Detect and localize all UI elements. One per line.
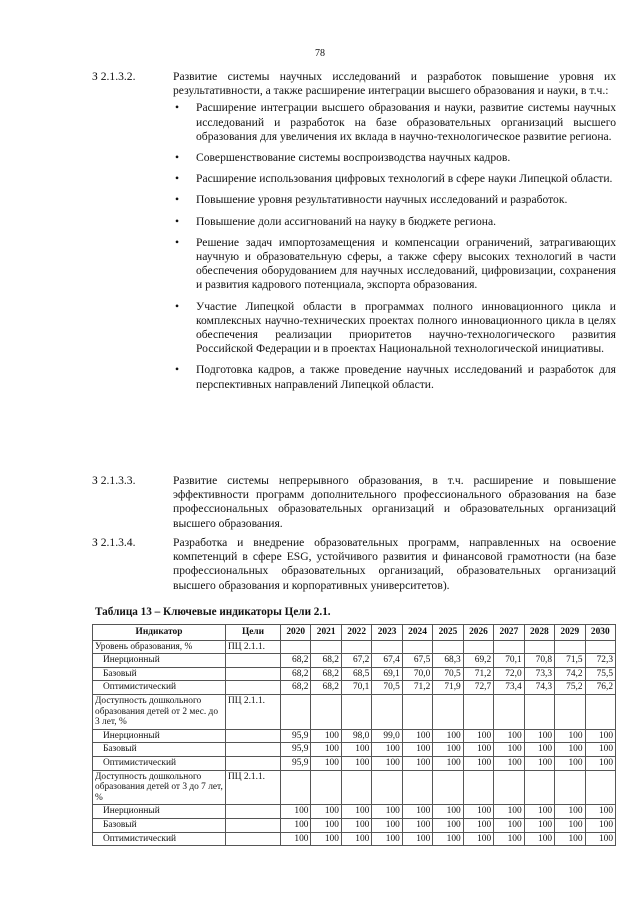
value-cell: 67,4 [372, 654, 402, 668]
empty-cell [585, 694, 615, 729]
value-cell: 100 [524, 832, 554, 846]
empty-cell [341, 770, 371, 805]
value-cell: 100 [585, 743, 615, 757]
value-cell: 100 [372, 743, 402, 757]
value-cell: 100 [463, 818, 493, 832]
bullet-item: • Совершенствование системы воспроизводства научных кадров. [175, 151, 511, 165]
value-cell: 100 [372, 756, 402, 770]
value-cell: 100 [311, 729, 341, 743]
value-cell: 100 [433, 743, 463, 757]
bullet-dot-icon: • [175, 172, 180, 186]
empty-cell [585, 640, 615, 654]
column-header: 2029 [555, 625, 585, 641]
value-cell: 100 [433, 818, 463, 832]
task-text: Развитие системы научных исследований и разработок повышение уровня их результативности, а также расширение интеграции высшего образования и науки, в т.ч.: [173, 70, 616, 98]
value-cell: 100 [494, 832, 524, 846]
empty-cell [494, 640, 524, 654]
value-cell: 100 [585, 818, 615, 832]
empty-cell [341, 694, 371, 729]
bullet-item: • Расширение интеграции высшего образования и науки, развитие системы научных исследований и разработок на базе образовательных организаций высшего образования для увеличения их вклада в научно-технологическое развитие региона. [175, 101, 616, 143]
value-cell: 100 [463, 805, 493, 819]
value-cell: 100 [402, 756, 432, 770]
empty-cell [555, 640, 585, 654]
empty-cell [402, 640, 432, 654]
bullet-dot-icon: • [175, 151, 180, 165]
empty-cell [372, 694, 402, 729]
value-cell: 72,0 [494, 667, 524, 681]
value-cell: 100 [311, 805, 341, 819]
value-cell: 100 [494, 729, 524, 743]
value-cell: 100 [433, 756, 463, 770]
value-cell: 95,9 [281, 756, 311, 770]
column-header: 2027 [494, 625, 524, 641]
empty-cell [341, 640, 371, 654]
column-header: 2028 [524, 625, 554, 641]
value-cell: 68,2 [281, 681, 311, 695]
bullet-item: • Расширение использования цифровых технологий в сфере науки Липецкой области. [175, 172, 613, 186]
task-item [92, 474, 616, 531]
value-cell: 70,0 [402, 667, 432, 681]
table-row [93, 667, 616, 681]
value-cell: 71,9 [433, 681, 463, 695]
table-group-row [93, 694, 616, 729]
value-cell: 100 [585, 729, 615, 743]
value-cell: 68,2 [311, 667, 341, 681]
empty-cell [433, 640, 463, 654]
scenario-label: Базовый [93, 667, 226, 681]
scenario-label: Инерционный [93, 805, 226, 819]
value-cell: 100 [524, 743, 554, 757]
empty-cell [281, 694, 311, 729]
value-cell: 100 [555, 729, 585, 743]
value-cell: 68,3 [433, 654, 463, 668]
empty-cell [585, 770, 615, 805]
value-cell: 100 [311, 756, 341, 770]
value-cell: 100 [494, 805, 524, 819]
column-header: Цели [226, 625, 281, 641]
scenario-label: Оптимистический [93, 756, 226, 770]
value-cell: 100 [402, 832, 432, 846]
value-cell: 73,4 [494, 681, 524, 695]
value-cell: 71,2 [463, 667, 493, 681]
table-group-row [93, 640, 616, 654]
empty-cell [372, 770, 402, 805]
value-cell: 100 [402, 805, 432, 819]
value-cell: 72,7 [463, 681, 493, 695]
value-cell: 100 [524, 756, 554, 770]
empty-cell [311, 640, 341, 654]
value-cell: 100 [402, 743, 432, 757]
empty-cell [555, 694, 585, 729]
value-cell: 100 [433, 729, 463, 743]
value-cell: 100 [341, 832, 371, 846]
page-number: 78 [315, 48, 325, 59]
value-cell: 71,2 [402, 681, 432, 695]
value-cell: 70,5 [433, 667, 463, 681]
indicator-name: Доступность дошкольного образования детей от 2 мес. до 3 лет, % [93, 694, 226, 729]
value-cell: 100 [372, 805, 402, 819]
indicators-table [92, 624, 616, 846]
value-cell: 67,2 [341, 654, 371, 668]
value-cell: 100 [433, 805, 463, 819]
table-row [93, 832, 616, 846]
column-header: Индикатор [93, 625, 226, 641]
value-cell: 70,5 [372, 681, 402, 695]
column-header: 2025 [433, 625, 463, 641]
value-cell: 76,2 [585, 681, 615, 695]
value-cell: 75,2 [555, 681, 585, 695]
value-cell: 95,9 [281, 743, 311, 757]
empty-cell [226, 654, 281, 668]
task-text: Развитие системы непрерывного образования, в т.ч. расширение и повышение эффективности программ дополнительного профессионального образования на базе профессиональных образовательных организаций и образовательных организаций высшего образования. [173, 474, 616, 530]
value-cell: 70,8 [524, 654, 554, 668]
value-cell: 68,2 [311, 681, 341, 695]
value-cell: 100 [494, 818, 524, 832]
scenario-label: Базовый [93, 818, 226, 832]
value-cell: 100 [463, 729, 493, 743]
task-text: Разработка и внедрение образовательных программ, направленных на освоение компетенций в сфере ESG, устойчивого развития и финансовой грамотности (на базе профессиональных образовательных организаций, образовательных организаций высшего образования и корпоративных университетов). [173, 536, 616, 592]
value-cell: 100 [524, 818, 554, 832]
scenario-label: Оптимистический [93, 681, 226, 695]
value-cell: 100 [372, 818, 402, 832]
empty-cell [524, 640, 554, 654]
value-cell: 70,1 [341, 681, 371, 695]
task-item [92, 70, 616, 392]
value-cell: 100 [372, 832, 402, 846]
goal-cell: ПЦ 2.1.1. [226, 694, 281, 729]
value-cell: 100 [585, 832, 615, 846]
table-row [93, 654, 616, 668]
column-header: 2030 [585, 625, 615, 641]
value-cell: 100 [433, 832, 463, 846]
value-cell: 70,1 [494, 654, 524, 668]
value-cell: 74,2 [555, 667, 585, 681]
table-group-row [93, 770, 616, 805]
table-caption: Таблица 13 – Ключевые индикаторы Цели 2.1. [95, 606, 331, 618]
indicator-name: Доступность дошкольного образования детей от 3 до 7 лет, % [93, 770, 226, 805]
scenario-label: Инерционный [93, 654, 226, 668]
value-cell: 100 [402, 729, 432, 743]
value-cell: 100 [281, 805, 311, 819]
empty-cell [226, 832, 281, 846]
bullet-dot-icon: • [175, 214, 180, 228]
value-cell: 100 [494, 756, 524, 770]
value-cell: 72,3 [585, 654, 615, 668]
value-cell: 100 [311, 832, 341, 846]
empty-cell [463, 770, 493, 805]
bullet-dot-icon: • [175, 193, 180, 207]
value-cell: 74,3 [524, 681, 554, 695]
task-code: З 2.1.3.2. [92, 70, 136, 83]
value-cell: 99,0 [372, 729, 402, 743]
empty-cell [494, 770, 524, 805]
value-cell: 100 [341, 756, 371, 770]
column-header: 2023 [372, 625, 402, 641]
empty-cell [226, 681, 281, 695]
table-row [93, 756, 616, 770]
goal-cell: ПЦ 2.1.1. [226, 770, 281, 805]
table-header-row [93, 625, 616, 641]
column-header: 2020 [281, 625, 311, 641]
bullet-item: • Участие Липецкой области в программах полного инновационного цикла и комплексных научно-технических проектах полного инновационного цикла в целях обеспечения реализации приоритетов научно-технологического развития Российской Федерации и в проектах Национальной технологической инициативы. [175, 299, 616, 356]
bullet-dot-icon: • [175, 235, 180, 249]
value-cell: 100 [311, 743, 341, 757]
value-cell: 67,5 [402, 654, 432, 668]
empty-cell [311, 770, 341, 805]
empty-cell [226, 729, 281, 743]
empty-cell [372, 640, 402, 654]
value-cell: 100 [463, 743, 493, 757]
empty-cell [402, 694, 432, 729]
value-cell: 68,5 [341, 667, 371, 681]
empty-cell [226, 743, 281, 757]
task-code: З 2.1.3.4. [92, 536, 136, 549]
empty-cell [494, 694, 524, 729]
table-row [93, 805, 616, 819]
empty-cell [226, 756, 281, 770]
empty-cell [433, 770, 463, 805]
value-cell: 100 [341, 805, 371, 819]
value-cell: 100 [524, 805, 554, 819]
bullet-item: • Повышение уровня результативности научных исследований и разработок. [175, 193, 568, 207]
bullet-dot-icon: • [175, 101, 180, 115]
bullet-dot-icon: • [175, 299, 180, 313]
value-cell: 68,2 [281, 667, 311, 681]
empty-cell [226, 667, 281, 681]
value-cell: 69,1 [372, 667, 402, 681]
bullet-item: • Решение задач импортозамещения и компенсации ограничений, затрагивающих научную и образовательную сферы, а также сферу высоких технологий в части обеспечения оборудованием для научных исследований, цифровизации, сохранения и развития кадрового потенциала, экспорта образования. [175, 235, 616, 292]
table-row [93, 743, 616, 757]
value-cell: 100 [281, 818, 311, 832]
scenario-label: Оптимистический [93, 832, 226, 846]
column-header: 2021 [311, 625, 341, 641]
goal-cell: ПЦ 2.1.1. [226, 640, 281, 654]
empty-cell [226, 818, 281, 832]
value-cell: 100 [402, 818, 432, 832]
table-row [93, 818, 616, 832]
value-cell: 100 [524, 729, 554, 743]
value-cell: 69,2 [463, 654, 493, 668]
table-row [93, 681, 616, 695]
empty-cell [281, 770, 311, 805]
column-header: 2026 [463, 625, 493, 641]
value-cell: 73,3 [524, 667, 554, 681]
empty-cell [433, 694, 463, 729]
scenario-label: Базовый [93, 743, 226, 757]
indicator-name: Уровень образования, % [93, 640, 226, 654]
value-cell: 100 [341, 818, 371, 832]
column-header: 2022 [341, 625, 371, 641]
value-cell: 100 [585, 756, 615, 770]
empty-cell [311, 694, 341, 729]
value-cell: 100 [555, 743, 585, 757]
empty-cell [463, 694, 493, 729]
value-cell: 71,5 [555, 654, 585, 668]
empty-cell [402, 770, 432, 805]
task-code: З 2.1.3.3. [92, 474, 136, 487]
bullet-item: • Повышение доли ассигнований на науку в бюджете региона. [175, 214, 497, 228]
empty-cell [463, 640, 493, 654]
value-cell: 100 [281, 832, 311, 846]
value-cell: 68,2 [311, 654, 341, 668]
bullet-item: • Подготовка кадров, а также проведение научных исследований и разработок для перспективных направлений Липецкой области. [175, 363, 616, 391]
value-cell: 100 [555, 818, 585, 832]
value-cell: 100 [555, 756, 585, 770]
value-cell: 95,9 [281, 729, 311, 743]
column-header: 2024 [402, 625, 432, 641]
empty-cell [281, 640, 311, 654]
empty-cell [226, 805, 281, 819]
value-cell: 100 [311, 818, 341, 832]
value-cell: 100 [585, 805, 615, 819]
value-cell: 100 [341, 743, 371, 757]
task-item [92, 536, 616, 593]
value-cell: 100 [555, 805, 585, 819]
value-cell: 68,2 [281, 654, 311, 668]
empty-cell [524, 770, 554, 805]
empty-cell [555, 770, 585, 805]
empty-cell [524, 694, 554, 729]
value-cell: 100 [494, 743, 524, 757]
value-cell: 100 [463, 832, 493, 846]
table-row [93, 729, 616, 743]
value-cell: 100 [463, 756, 493, 770]
value-cell: 75,5 [585, 667, 615, 681]
value-cell: 98,0 [341, 729, 371, 743]
bullet-dot-icon: • [175, 363, 180, 377]
bullet-list [173, 101, 616, 391]
scenario-label: Инерционный [93, 729, 226, 743]
value-cell: 100 [555, 832, 585, 846]
